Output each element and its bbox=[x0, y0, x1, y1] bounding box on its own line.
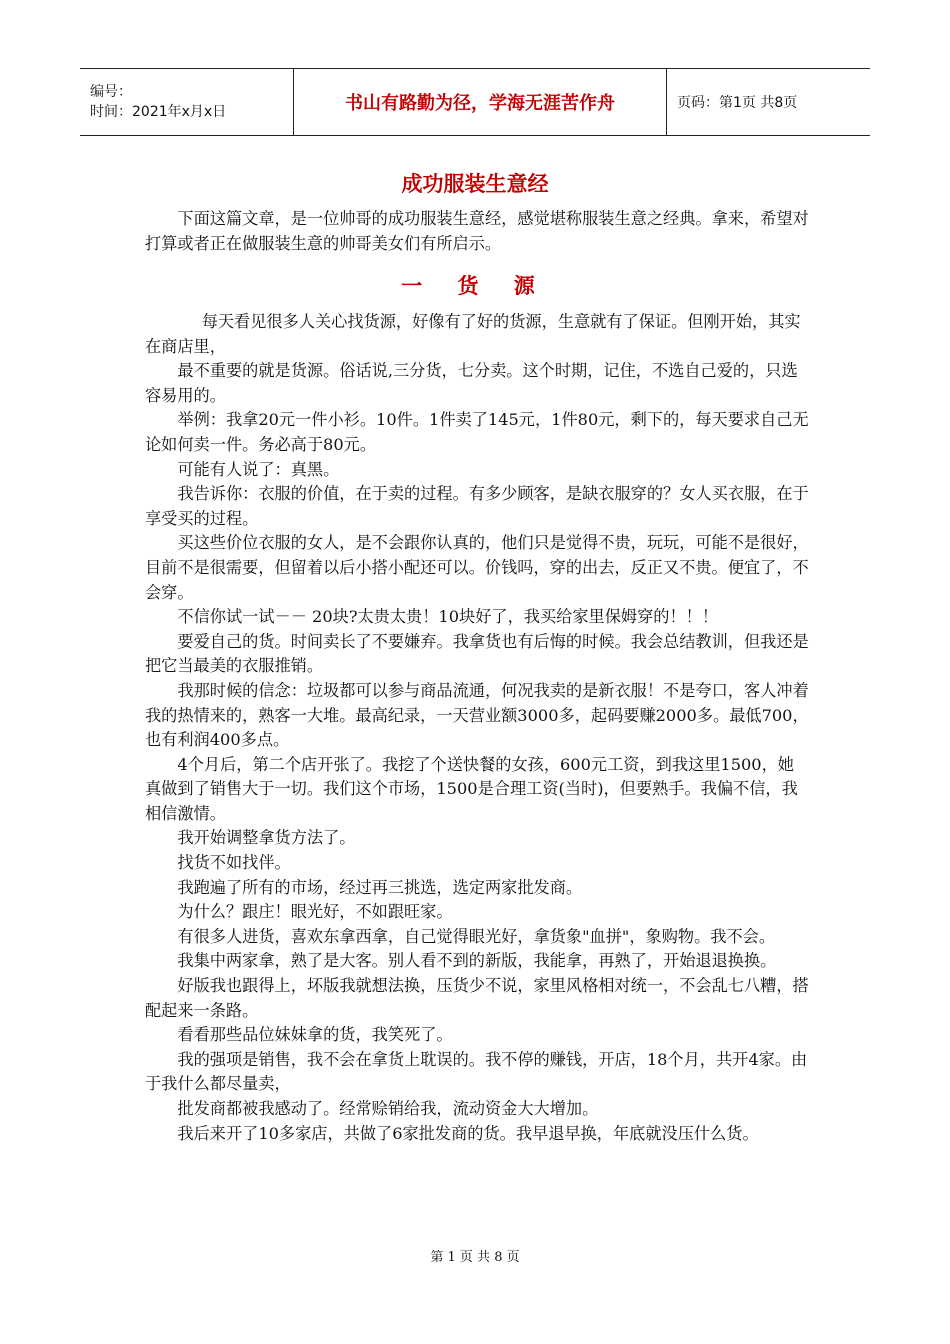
intro-text: 下面这篇文章，是一位帅哥的成功服装生意经，感觉堪称服装生意之经典。拿来，希望对打算或者正在做服装生意的帅哥美女们有所启示。 bbox=[145, 209, 809, 253]
body-paragraph: 我跑遍了所有的市场，经过再三挑选，选定两家批发商。 bbox=[177, 877, 583, 897]
body-paragraph: 我那时候的信念：垃圾都可以参与商品流通，何况我卖的是新衣服！不是夸口，客人冲着我的热情来的，熟客一大堆。最高纪录，一天营业额3000多，起码要赚2000多。最低700，也有利润400多点。 bbox=[145, 680, 809, 750]
body-paragraph: 我告诉你：衣服的价值，在于卖的过程。有多少顾客，是缺衣服穿的？女人买衣服，在于享受买的过程。 bbox=[145, 484, 809, 528]
body-text bbox=[145, 310, 810, 1146]
body-paragraph: 最不重要的就是货源。俗话说,三分货，七分卖。这个时期，记住，不选自己爱的，只选容易用的。 bbox=[145, 361, 798, 405]
body-paragraph: 4个月后，第二个店开张了。我挖了个送快餐的女孩，600元工资，到我这里1500，她真做到了销售大于一切。我们这个市场，1500是合理工资(当时)，但要熟手。我偏不信，我相信激情。 bbox=[145, 754, 798, 823]
intro-paragraph bbox=[145, 206, 810, 256]
body-paragraph: 买这些价位衣服的女人，是不会跟你认真的，他们只是觉得不贵，玩玩，可能不是很好，目前不是很需要，但留着以后小搭小配还可以。价钱吗，穿的出去，反正又不贵。便宜了，不会穿。 bbox=[145, 533, 809, 602]
body-paragraph: 要爱自己的货。时间卖长了不要嫌弃。我拿货也有后悔的时候。我会总结教训，但我还是把它当最美的衣服推销。 bbox=[145, 631, 809, 676]
header-meta-cell bbox=[80, 69, 294, 136]
body-paragraph: 举例：我拿20元一件小衫。10件。1件卖了145元，1件80元，剩下的，每天要求自己无论如何卖一件。务必高于80元。 bbox=[145, 410, 809, 454]
body-paragraph: 看看那些品位妹妹拿的货，我笑死了。 bbox=[177, 1025, 453, 1045]
header-table bbox=[80, 68, 870, 136]
document-title: 成功服装生意经 bbox=[401, 172, 549, 196]
document-date-label: 时间：2021年x月x日 bbox=[90, 104, 227, 120]
body-paragraph: 我集中两家拿，熟了是大客。别人看不到的新版，我能拿，再熟了，开始退退换换。 bbox=[177, 951, 777, 971]
body-paragraph: 批发商都被我感动了。经常赊销给我，流动资金大大增加。 bbox=[177, 1099, 599, 1118]
body-paragraph: 好版我也跟得上，坏版我就想法换，压货少不说，家里风格相对统一，不会乱七八糟，搭配起来一条路。 bbox=[145, 976, 809, 1020]
document-number-label: 编号： bbox=[90, 84, 132, 100]
header-motto: 书山有路勤为径，学海无涯苦作舟 bbox=[294, 69, 667, 136]
page-footer: 第 1 页 共 8 页 bbox=[430, 1250, 520, 1265]
body-paragraph: 找货不如找伴。 bbox=[177, 853, 291, 873]
section-heading: 一 货 源 bbox=[401, 274, 549, 298]
body-paragraph: 有很多人进货，喜欢东拿西拿，自己觉得眼光好，拿货象"血拼"，象购物。我不会。 bbox=[177, 926, 776, 946]
body-paragraph: 可能有人说了：真黑。 bbox=[177, 459, 340, 479]
body-paragraph: 我的强项是销售，我不会在拿货上耽误的。我不停的赚钱，开店，18个月，共开4家。由于我什么都尽量卖， bbox=[145, 1049, 808, 1094]
body-paragraph: 我开始调整拿货方法了。 bbox=[177, 828, 356, 848]
body-paragraph: 为什么？跟庄！眼光好，不如跟旺家。 bbox=[177, 902, 453, 922]
header-page-info: 页码：第1页 共8页 bbox=[667, 69, 871, 136]
body-paragraph: 我后来开了10多家店，共做了6家批发商的货。我早退早换，年底就没压什么货。 bbox=[177, 1123, 759, 1143]
body-paragraph: 不信你试一试－－ 20块?太贵太贵！10块好了，我买给家里保姆穿的！！！ bbox=[177, 607, 719, 627]
body-paragraph: 每天看见很多人关心找货源，好像有了好的货源，生意就有了保证。但刚开始，其实在商店里， bbox=[145, 312, 801, 356]
